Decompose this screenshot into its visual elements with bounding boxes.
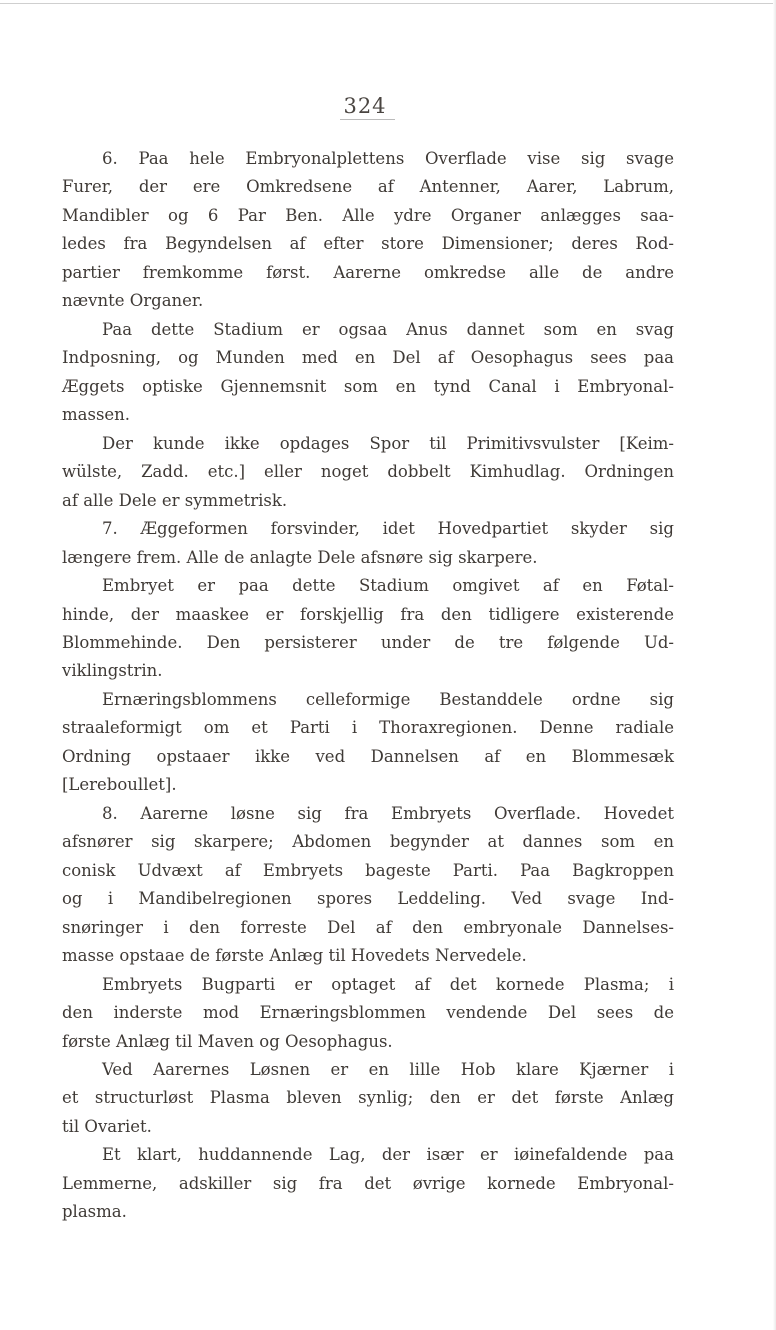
- text-line: Lemmerne, adskiller sig fra det øvrige kornede Embryonal-: [62, 1173, 674, 1193]
- text-line: Indposning, og Munden med en Del af Oesophagus sees paa: [62, 348, 674, 368]
- page-number-underline: [340, 119, 395, 120]
- text-line: straaleformigt om et Parti i Thoraxregionen. Denne radiale: [62, 718, 674, 738]
- text-line: viklingstrin.: [62, 661, 163, 681]
- text-line: 7. Æggeformen forsvinder, idet Hovedpartiet skyder sig: [102, 519, 674, 539]
- text-line: af alle Dele er symmetrisk.: [62, 490, 288, 510]
- text-line: den inderste mod Ernæringsblommen vendende Del sees de: [62, 1003, 674, 1023]
- body-text: [62, 145, 674, 1227]
- text-line: hinde, der maaskee er forskjellig fra den tidligere existerende: [62, 604, 674, 624]
- text-line: Æggets optiske Gjennemsnit som en tynd Canal i Embryonal-: [62, 376, 674, 396]
- text-line: første Anlæg til Maven og Oesophagus.: [62, 1031, 393, 1051]
- text-line: Ved Aarernes Løsnen er en lille Hob klare Kjærner i: [102, 1060, 674, 1079]
- text-line: afsnører sig skarpere; Abdomen begynder at dannes som en: [62, 832, 674, 852]
- text-line: conisk Udvæxt af Embryets bageste Parti. Paa Bagkroppen: [62, 860, 674, 880]
- text-line: Embryets Bugparti er optaget af det kornede Plasma; i: [102, 974, 674, 994]
- text-line: Der kunde ikke opdages Spor til Primitivsvulster [Keim-: [102, 433, 674, 453]
- text-line: længere frem. Alle de anlagte Dele afsnøre sig skarpere.: [62, 547, 538, 567]
- text-line: Ernæringsblommens celleformige Bestanddele ordne sig: [102, 689, 674, 709]
- text-line: Embryet er paa dette Stadium omgivet af en Føtal-: [102, 576, 674, 596]
- text-line: et structurløst Plasma bleven synlig; den er det første Anlæg: [62, 1088, 674, 1108]
- text-line: Mandibler og 6 Par Ben. Alle ydre Organer anlægges saa-: [62, 205, 674, 225]
- text-line: [Lereboullet].: [62, 775, 177, 795]
- top-edge-line: [0, 3, 776, 4]
- text-line: og i Mandibelregionen spores Leddeling. Ved svage Ind-: [62, 889, 674, 909]
- text-line: til Ovariet.: [62, 1116, 152, 1136]
- text-line: plasma.: [62, 1202, 127, 1222]
- text-line: Paa dette Stadium er ogsaa Anus dannet som en svag: [102, 319, 674, 339]
- text-line: 8. Aarerne løsne sig fra Embryets Overflade. Hovedet: [102, 803, 674, 823]
- text-line: 6. Paa hele Embryonalplettens Overflade vise sig svage: [102, 149, 674, 168]
- text-line: snøringer i den forreste Del af den embryonale Dannelses-: [62, 917, 674, 937]
- text-line: Et klart, huddannende Lag, der især er iøinefaldende paa: [102, 1145, 674, 1165]
- text-line: Ordning opstaaer ikke ved Dannelsen af en Blommesæk: [62, 746, 674, 766]
- text-line: wülste, Zadd. etc.] eller noget dobbelt Kimhudlag. Ordningen: [62, 462, 674, 482]
- text-line: partier fremkomme først. Aarerne omkredse alle de andre: [62, 262, 674, 282]
- text-line: massen.: [62, 405, 131, 425]
- text-line: nævnte Organer.: [62, 291, 204, 311]
- text-line: Furer, der ere Omkredsene af Antenner, Aarer, Labrum,: [62, 177, 674, 197]
- text-line: Blommehinde. Den persisterer under de tre følgende Ud-: [62, 632, 674, 652]
- text-line: masse opstaae de første Anlæg til Hovedets Nervedele.: [62, 946, 527, 966]
- text-line: ledes fra Begyndelsen af efter store Dimensioner; deres Rod-: [62, 234, 674, 254]
- page-number: 324: [343, 94, 387, 118]
